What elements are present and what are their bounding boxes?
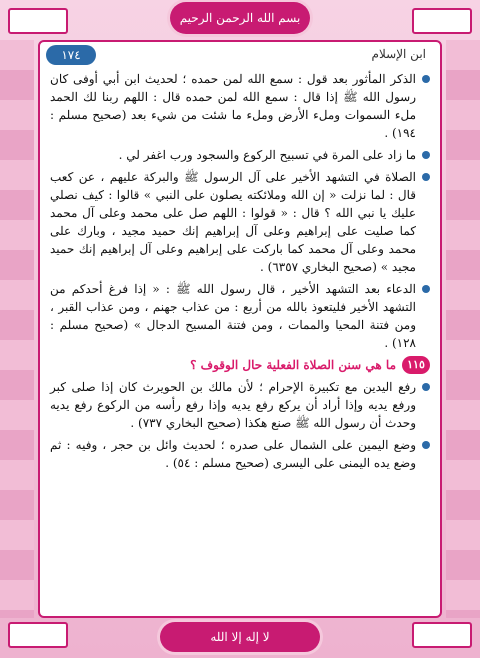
list-item — [50, 146, 430, 164]
top-banner — [170, 2, 310, 34]
list-item-text: رفع اليدين مع تكبيرة الإحرام ؛ لأن مالك بن الحويرث كان إذا صلى كبر ورفع يديه وإذا أراد أن يركع رفع يديه وإذا رفع رأسه من الركوع رفع يديه وحدث أن رسول الله ﷺ صنع هكذا (صحيح البخاري ٧٣٧) . — [50, 380, 416, 430]
list-item — [50, 168, 430, 276]
bullet-icon — [422, 441, 430, 449]
bottom-banner — [160, 622, 320, 652]
header-title: ابن الإسلام — [371, 47, 426, 61]
section-title: ما هي سنن الصلاة الفعلية حال الوقوف ؟ — [190, 358, 396, 372]
bullet-icon — [422, 151, 430, 159]
book-icon — [412, 8, 472, 34]
bottom-banner-text: لا إله إلا الله — [210, 630, 270, 644]
list-item-text: الصلاة في التشهد الأخير على آل الرسول ﷺ والبركة عليهم ، عن كعب قال : لما نزلت « إن الله وملائكته يصلون على النبي » قالوا : كيف نصلي عليك يا نبي الله ؟ قال : « قولوا : اللهم صل على محمد وعلى آل محمد كما صليت على إبراهيم وعلى آل إبراهيم إنك حميد مجيد ، وبارك على محمد وعلى آل محمد كما باركت على إبراهيم وعلى آل إبراهيم إنك حميد مجيد » (صحيح البخاري ٦٣٥٧) . — [50, 170, 416, 274]
bullet-icon — [422, 173, 430, 181]
right-decoration — [446, 40, 480, 618]
list-item — [50, 70, 430, 142]
bullet-icon — [422, 285, 430, 293]
list-item-text: ما زاد على المرة في تسبيح الركوع والسجود ورب اغفر لي . — [118, 148, 416, 162]
section-header — [50, 356, 430, 374]
page-number: ١٧٤ — [46, 45, 96, 65]
list-item-text: وضع اليمين على الشمال على صدره ؛ لحديث وائل بن حجر ، وفيه : ثم وضع يده اليمنى على اليسرى (صحيح مسلم : ٥٤) . — [50, 438, 416, 470]
list-item — [50, 280, 430, 352]
book-icon — [8, 622, 68, 648]
book-icon — [412, 622, 472, 648]
top-banner-text: بسم الله الرحمن الرحيم — [179, 11, 301, 25]
bullet-icon — [422, 75, 430, 83]
bullet-icon — [422, 383, 430, 391]
page-header — [40, 42, 440, 68]
content — [50, 70, 430, 608]
list-item — [50, 436, 430, 472]
list-item-text: الدعاء بعد التشهد الأخير ، قال رسول الله ﷺ : « إذا فرغ أحدكم من التشهد الأخير فليتعوذ بالله من أربع : من عذاب جهنم ، ومن عذاب القبر ، ومن فتنة المحيا والممات ، ومن فتنة المسيح الدجال » (صحيح مسلم : ١٢٨) . — [50, 282, 416, 350]
list-item-text: الذكر المأثور بعد قول : سمع الله لمن حمده ؛ لحديث ابن أبي أوفى كان رسول الله ﷺ إذا قال : سمع الله لمن حمده قال : اللهم ربنا لك الحمد ملء السموات وملء الأرض وملء ما شئت من شيء بعد (صحيح مسلم : ١٩٤) . — [50, 72, 416, 140]
book-icon — [8, 8, 68, 34]
list-item — [50, 378, 430, 432]
content-card — [38, 40, 442, 618]
left-decoration — [0, 40, 34, 618]
section-number: ١١٥ — [402, 356, 430, 374]
